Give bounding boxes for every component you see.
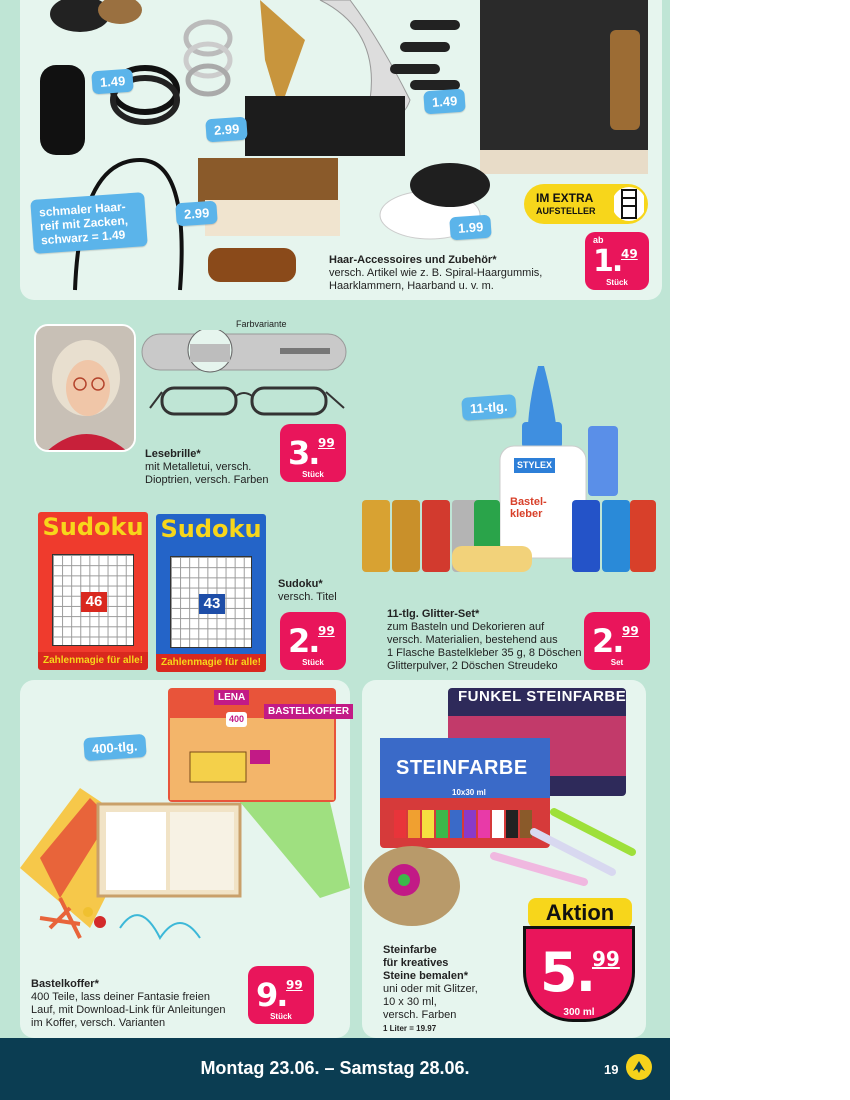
- glasses-price-tag: [280, 424, 346, 482]
- hair-desc: versch. Artikel wie z. B. Spiral-Haargummis, Haarklammern, Haarband u. v. m.: [329, 267, 543, 292]
- price-cents: 99: [592, 947, 620, 971]
- sudoku-book-title: Sudoku: [42, 513, 144, 541]
- price-cents: 99: [318, 624, 335, 638]
- price-unit: Set: [610, 658, 624, 667]
- pieces-bubble: 11-tlg.: [461, 394, 516, 421]
- craft-price-tag: [248, 966, 314, 1024]
- price-cents: 99: [622, 624, 639, 638]
- stone-title: Steinfarbe für kreatives Steine bemalen*: [383, 944, 468, 982]
- sudoku-book-tagline: Zahlenmagie für alle!: [156, 654, 266, 672]
- price-unit: Stück: [270, 1012, 292, 1021]
- sudoku-price-tag: [280, 612, 346, 670]
- craft-description: [31, 978, 251, 1030]
- box-title: BASTELKOFFER: [264, 704, 353, 719]
- sudoku-book: [156, 514, 266, 672]
- stone-price-tag: [523, 926, 635, 1022]
- glasses-title: Lesebrille*: [145, 448, 201, 460]
- sudoku-book-number: 43: [199, 594, 225, 614]
- extra-line2: AUFSTELLER: [536, 206, 596, 216]
- person-photo: [34, 324, 136, 452]
- price-cents: 49: [621, 247, 638, 261]
- variant-label: Farbvariante: [236, 319, 287, 329]
- glasses-description: [145, 448, 285, 487]
- glasses-desc: mit Metalletui, versch. Dioptrien, versch. Farben: [145, 461, 269, 486]
- hair-price-tag: [585, 232, 649, 290]
- sudoku-title: Sudoku*: [278, 578, 323, 590]
- price-bubble: 1.99: [449, 215, 492, 241]
- price-bubble: 2.99: [175, 201, 218, 227]
- headband-label: schmaler Haar- reif mit Zacken, schwarz = 1.49: [30, 192, 147, 254]
- stone-description: [383, 944, 523, 1035]
- price-unit: Stück: [302, 470, 324, 479]
- shelf-icon: [614, 186, 644, 222]
- sudoku-book-number: 46: [81, 592, 107, 612]
- box2-title: STEINFARBE: [396, 757, 528, 779]
- hair-title: Haar-Accessoires und Zubehör*: [329, 254, 497, 266]
- glitter-set-image: [360, 366, 660, 580]
- price-bubble: 1.49: [423, 89, 466, 115]
- base-price: 1 Liter = 19.97: [383, 1024, 437, 1033]
- price-euros: 2.: [592, 622, 623, 660]
- box2-subtitle: 10x30 ml: [452, 788, 486, 797]
- price-euros: 5.: [540, 941, 595, 1004]
- price-unit: Stück: [302, 658, 324, 667]
- price-unit: 300 ml: [563, 1007, 595, 1018]
- footer-bar: [0, 1038, 670, 1100]
- price-euros: 2.: [288, 622, 319, 660]
- craft-box-image: [20, 688, 350, 968]
- glitter-price-tag: [584, 612, 650, 670]
- price-euros: 3.: [288, 434, 319, 472]
- sudoku-book-title: Sudoku: [160, 515, 262, 543]
- price-unit: Stück: [606, 278, 628, 287]
- price-prefix: ab: [593, 235, 604, 245]
- glue-brand: STYLEX: [514, 458, 555, 473]
- sudoku-book-tagline: Zahlenmagie für alle!: [38, 652, 148, 670]
- price-cents: 99: [318, 436, 335, 450]
- brand-logo-icon: [626, 1054, 652, 1080]
- craft-desc: 400 Teile, lass deiner Fantasie freien Lauf, mit Download-Link für Anleitungen im Koffer, versch. Varianten: [31, 991, 226, 1029]
- price-cents: 99: [286, 978, 303, 992]
- page-number: 19: [604, 1062, 619, 1077]
- stone-desc: uni oder mit Glitzer, 10 x 30 ml, versch. Farben: [383, 983, 478, 1021]
- hair-description: [329, 254, 579, 293]
- box1-title: FUNKEL STEINFARBE: [458, 688, 627, 705]
- glitter-description: [387, 608, 587, 673]
- extra-display-badge: [524, 184, 648, 224]
- box-brand: LENA: [214, 690, 249, 705]
- craft-title: Bastelkoffer*: [31, 978, 99, 990]
- aktion-badge: Aktion: [528, 898, 632, 928]
- glue-label: Bastel- kleber: [510, 496, 547, 520]
- validity-dates: Montag 23.06. – Samstag 28.06.: [200, 1058, 470, 1078]
- pieces-bubble: 400-tlg.: [83, 734, 146, 761]
- sudoku-book: [38, 512, 148, 670]
- box-count: 400: [226, 712, 247, 727]
- glitter-desc: zum Basteln und Dekorieren auf versch. Materialien, bestehend aus 1 Flasche Bastelkleber 35 g, 8 Döschen Glitterpulver, 2 Döschen Streudeko: [387, 621, 582, 672]
- glitter-title: 11-tlg. Glitter-Set*: [387, 608, 480, 620]
- price-bubble: 1.49: [91, 69, 134, 95]
- price-bubble: 2.99: [205, 117, 248, 143]
- extra-line1: IM EXTRA: [536, 191, 594, 205]
- glasses-image: [140, 330, 350, 422]
- price-euros: 1.: [593, 244, 622, 279]
- sudoku-description: [278, 578, 368, 604]
- price-euros: 9.: [256, 976, 287, 1014]
- sudoku-desc: versch. Titel: [278, 591, 337, 603]
